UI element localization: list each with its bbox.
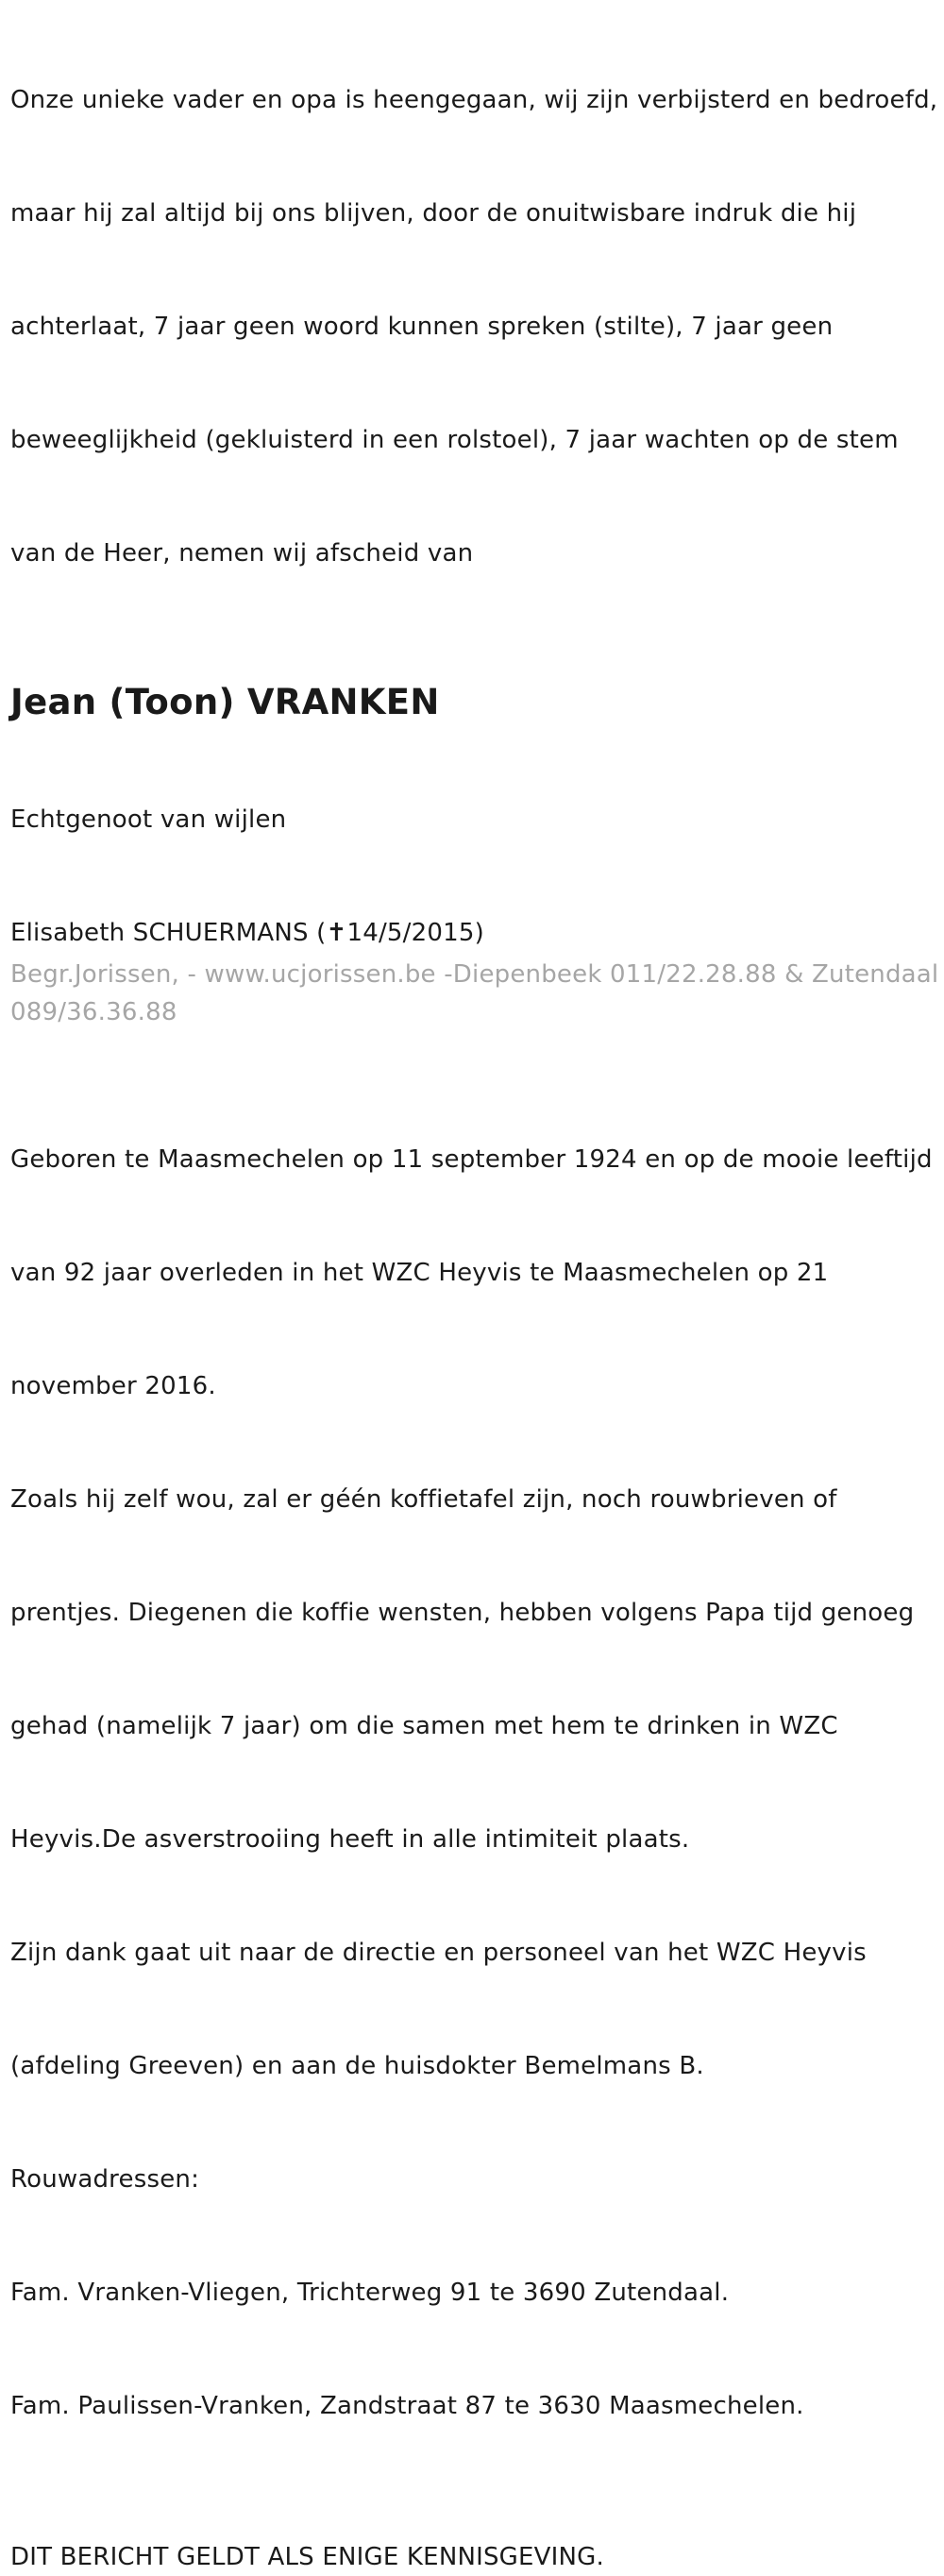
mourning-addresses-heading: Rouwadressen: [10,2165,200,2194]
intro-line: van de Heer, nemen wij afscheid van [10,539,474,568]
body-line: Geboren te Maasmechelen op 11 september 1924 en op de mooie leeftijd [10,1145,933,1174]
intro-paragraph [10,6,940,648]
body-line: gehad (namelijk 7 jaar) om die samen met hem te drinken in WZC [10,1712,838,1740]
body-paragraph [10,1065,940,2500]
body-line: november 2016. [10,1372,216,1400]
mourning-address: Fam. Vranken-Vliegen, Trichterweg 91 te 3690 Zutendaal. [10,2279,730,2307]
body-line: prentjes. Diegenen die koffie wensten, hebben volgens Papa tijd genoeg [10,1599,915,1627]
obituary-notice [10,6,940,2576]
deceased-name: Jean (Toon) VRANKEN [10,682,440,722]
body-line: (afdeling Greeven) en aan de huisdokter Bemelmans B. [10,2052,704,2080]
intro-line: Onze unieke vader en opa is heengegaan, wij zijn verbijsterd en bedroefd, [10,86,938,114]
spouse-label: Echtgenoot van wijlen [10,805,287,834]
body-line: Heyvis.De asverstrooiing heeft in alle intimiteit plaats. [10,1825,690,1854]
body-line: Zijn dank gaat uit naar de directie en personeel van het WZC Heyvis [10,1939,867,1967]
footer-line: 089/36.36.88 [10,998,177,1026]
intro-line: beweeglijkheid (gekluisterd in een rolstoel), 7 jaar wachten op de stem [10,426,899,454]
intro-line: maar hij zal altijd bij ons blijven, door de onuitwisbare indruk die hij [10,199,857,228]
spouse-name: Elisabeth SCHUERMANS (✝14/5/2015) [10,919,484,947]
body-line: van 92 jaar overleden in het WZC Heyvis te Maasmechelen op 21 [10,1259,829,1287]
official-notice: DIT BERICHT GELDT ALS ENIGE KENNISGEVING. [10,2543,604,2571]
footer-line: Begr.Jorissen, - www.ucjorissen.be -Diepenbeek 011/22.28.88 & Zutendaal [10,960,939,989]
body-line: Zoals hij zelf wou, zal er géén koffietafel zijn, noch rouwbrieven of [10,1485,837,1514]
intro-line: achterlaat, 7 jaar geen woord kunnen spreken (stilte), 7 jaar geen [10,313,834,341]
funeral-home-footer [10,956,940,1031]
mourning-address: Fam. Paulissen-Vranken, Zandstraat 87 te 3630 Maasmechelen. [10,2392,804,2420]
